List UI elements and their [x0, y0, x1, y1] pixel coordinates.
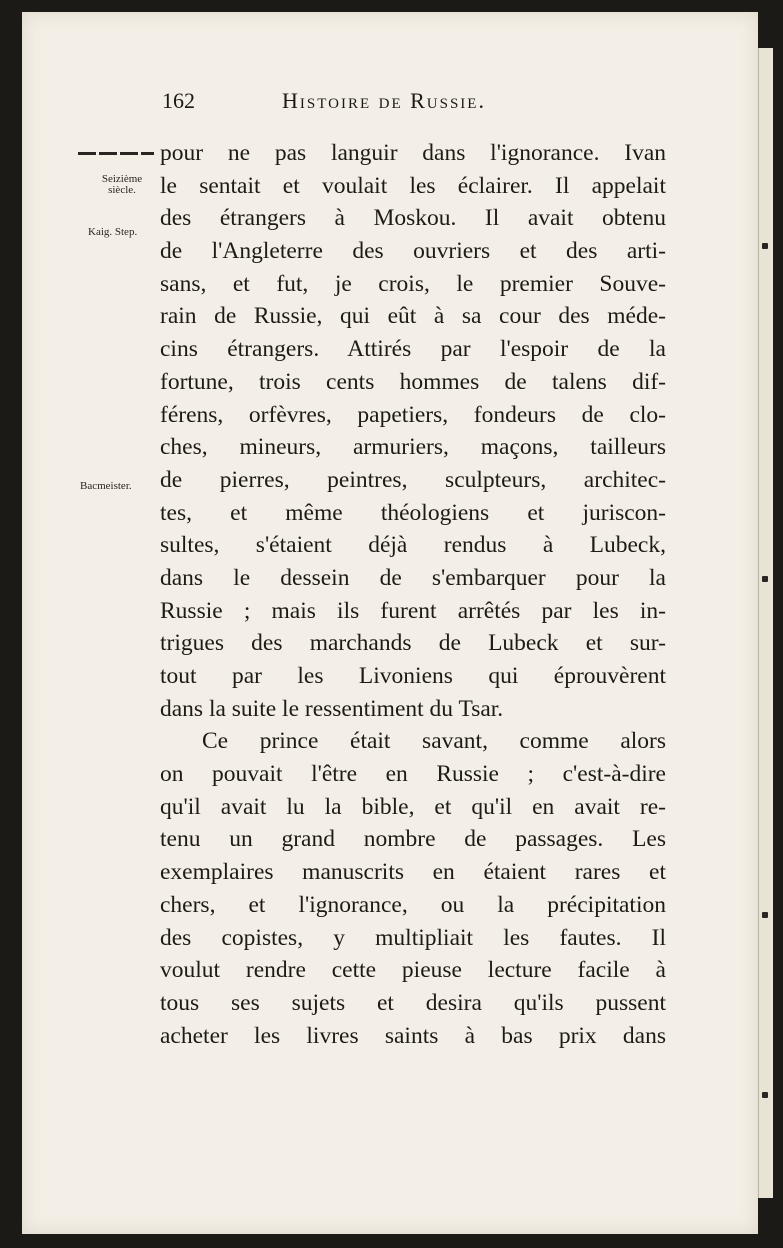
- text-line: tenu un grand nombre de passages. Les: [160, 826, 666, 853]
- text-line: trigues des marchands de Lubeck et sur-: [160, 630, 666, 657]
- text-line: férens, orfèvres, papetiers, fondeurs de clo-: [160, 401, 666, 428]
- text-line: exemplaires manuscrits en étaient rares et: [160, 859, 666, 886]
- text-line: de l'Angleterre des ouvriers et des arti-: [160, 238, 666, 265]
- text-line: de pierres, peintres, sculpteurs, architec-: [160, 466, 666, 493]
- text-line: pour ne pas languir dans l'ignorance. Ivan: [160, 140, 666, 166]
- text-line: sultes, s'étaient déjà rendus à Lubeck,: [160, 532, 666, 559]
- text-line: tes, et même théologiens et juriscon-: [160, 499, 666, 526]
- text-line: dans la suite le ressentiment du Tsar.: [160, 695, 504, 722]
- edge-mark: [762, 576, 768, 582]
- margin-rule: [78, 152, 154, 155]
- text-line: chers, et l'ignorance, ou la précipitation: [160, 891, 666, 918]
- text-line: fortune, trois cents hommes de talens dif-: [160, 368, 666, 395]
- edge-mark: [762, 243, 768, 249]
- text-line: dans le dessein de s'embarquer pour la: [160, 564, 666, 591]
- edge-mark: [762, 1092, 768, 1098]
- text-line: tous ses sujets et desira qu'ils pussent: [160, 989, 666, 1016]
- margin-note-bacmeister: Bacmeister.: [80, 480, 132, 492]
- text-line: ches, mineurs, armuriers, maçons, tailleurs: [160, 434, 666, 461]
- text-line: cins étrangers. Attirés par l'espoir de la: [160, 336, 666, 363]
- text-line: Ce prince était savant, comme alors: [202, 728, 666, 755]
- margin-note-source: Kaig. Step.: [88, 226, 138, 238]
- edge-mark: [762, 912, 768, 918]
- body-text: [160, 137, 666, 1052]
- text-line: rain de Russie, qui eût à sa cour des méde-: [160, 303, 666, 330]
- running-head: Histoire de Russie.: [282, 88, 486, 113]
- text-line: on pouvait l'être en Russie ; c'est-à-dire: [160, 761, 666, 788]
- text-line: tout par les Livoniens qui éprouvèrent: [160, 663, 666, 689]
- paragraph-2: [160, 725, 666, 1052]
- text-line: sans, et fut, je crois, le premier Souve-: [160, 270, 666, 297]
- text-line: qu'il avait lu la bible, et qu'il en avait re-: [160, 793, 666, 820]
- text-line: le sentait et voulait les éclairer. Il appelait: [160, 172, 666, 199]
- text-line: Russie ; mais ils furent arrêtés par les in-: [160, 597, 666, 624]
- margin-note-century: Seizième siècle.: [101, 173, 143, 196]
- text-line: voulut rendre cette pieuse lecture facile à: [160, 957, 666, 984]
- text-line: des copistes, y multipliait les fautes. Il: [160, 924, 666, 951]
- page-number: 162: [162, 88, 195, 113]
- text-line: acheter les livres saints à bas prix dans: [160, 1022, 666, 1049]
- text-line: des étrangers à Moskou. Il avait obtenu: [160, 205, 666, 232]
- paragraph-1: [160, 137, 666, 725]
- page-edge: [758, 48, 773, 1198]
